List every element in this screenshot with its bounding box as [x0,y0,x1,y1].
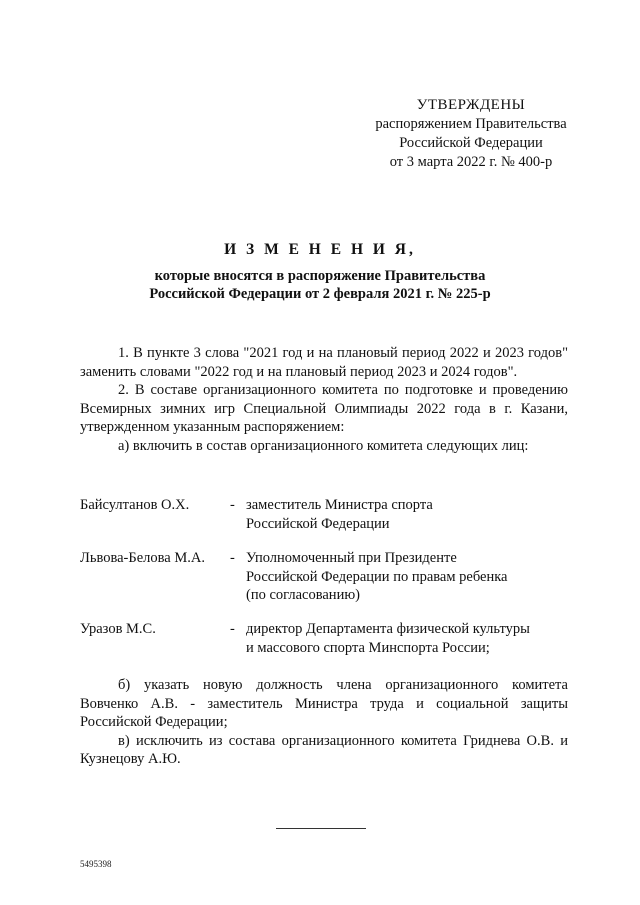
role-line: Российской Федерации [246,515,390,532]
member-role [246,620,576,657]
document-number: 5495398 [80,859,112,869]
member-dash: - [230,621,235,637]
approval-line: распоряжением Правительства [375,116,567,132]
member-role [246,496,576,533]
approval-date: от 3 марта 2022 г. № 400-р [389,154,553,170]
paragraph-2: 2. В составе организационного комитета по подготовке и проведению Всемирных зимних игр Специальной Олимпиады 2022 года в г. Казани, утвержденном указанным распоряжением: [80,382,568,435]
document-body-continued [80,676,568,769]
document-body [80,344,568,455]
approval-line: Российской Федерации [399,135,543,151]
member-name: Байсултанов О.Х. [80,497,190,513]
role-line: (по согласованию) [246,587,360,603]
role-line: директор Департамента физической культуры [246,621,530,637]
role-line: и массового спорта Минспорта России; [246,639,490,656]
document-title: И З М Е Н Е Н И Я, [224,241,416,258]
role-line: Российской Федерации по правам ребенка [246,568,508,585]
subtitle-line: Российской Федерации от 2 февраля 2021 г. № 225-р [149,286,491,302]
approval-stamp [356,96,586,172]
paragraph-1: 1. В пункте 3 слова "2021 год и на плановый период 2022 и 2023 годов" заменить словами "2022 год и на плановый период 2023 и 2024 годов". [80,345,568,380]
role-line: Уполномоченный при Президенте [246,550,457,566]
approval-heading: УТВЕРЖДЕНЫ [416,97,526,113]
member-dash: - [230,550,235,566]
document-subtitle [0,267,640,303]
member-role [246,549,576,605]
member-dash: - [230,497,235,513]
role-line: заместитель Министра спорта [246,497,433,513]
paragraph-c: в) исключить из состава организационного комитета Гриднева О.В. и Кузнецову А.Ю. [80,732,568,767]
member-name: Львова-Белова М.А. [80,550,205,566]
paragraph-a: а) включить в состав организационного комитета следующих лиц: [118,437,529,454]
subtitle-line: которые вносятся в распоряжение Правительства [154,268,486,284]
end-divider [276,828,366,829]
member-name: Уразов М.С. [80,621,156,637]
paragraph-b: б) указать новую должность члена организационного комитета Вовченко А.В. - заместитель Министра труда и социальной защиты Российской Федерации; [80,677,568,730]
